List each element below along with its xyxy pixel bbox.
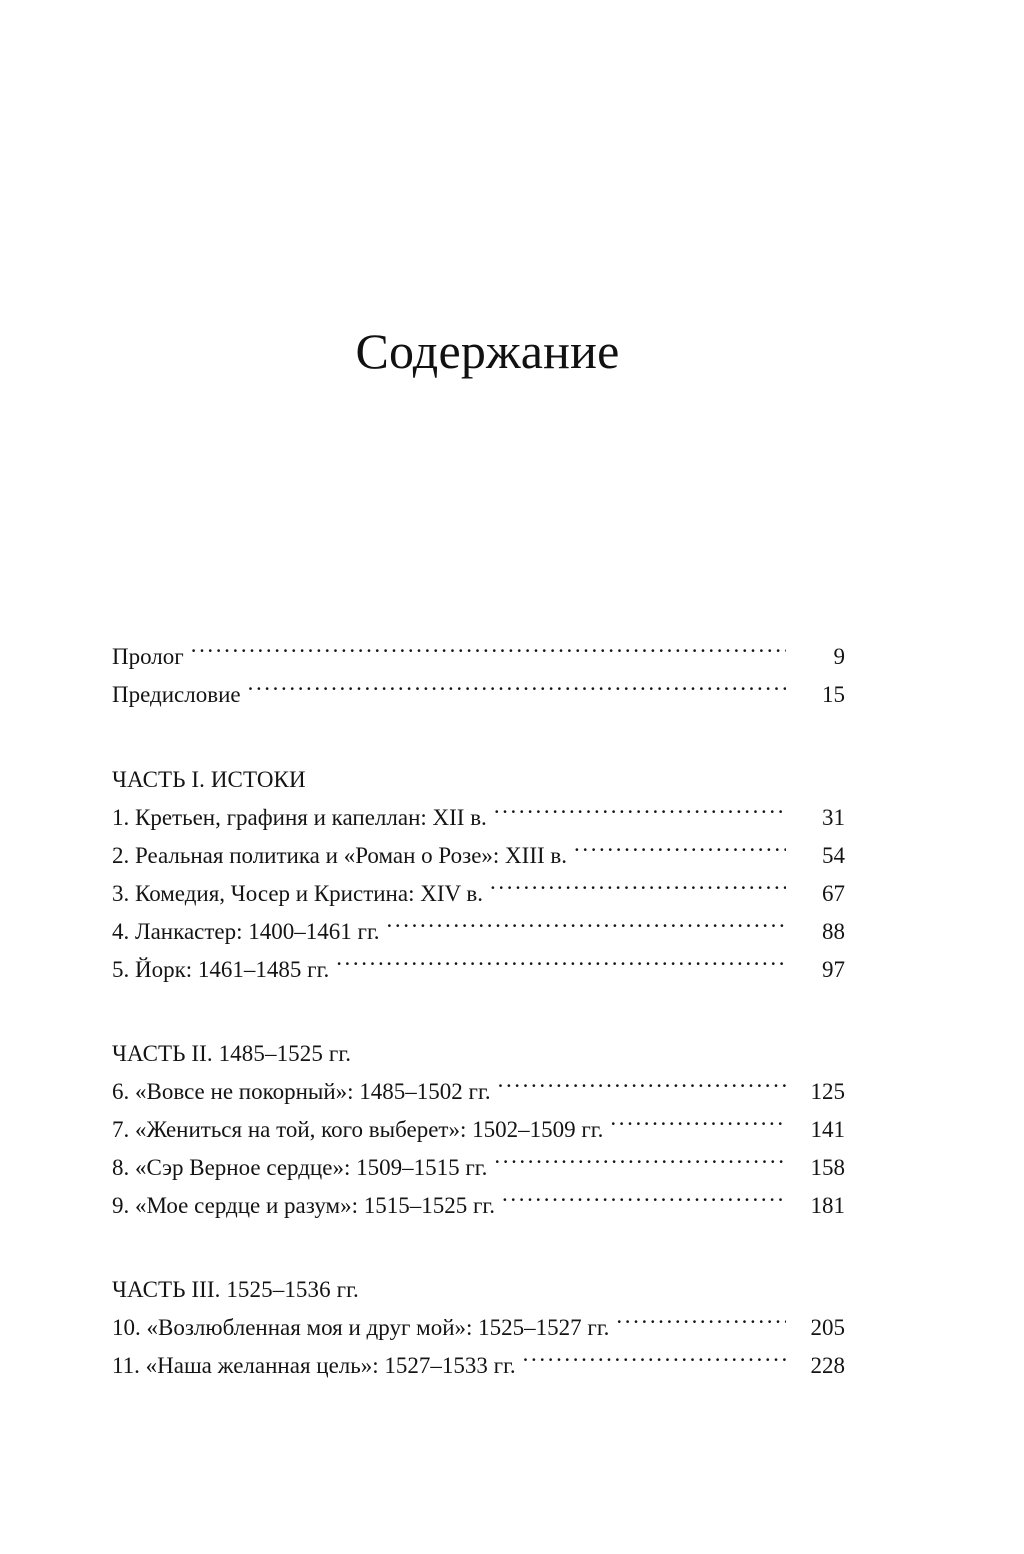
toc-entry-label: 9. «Мое сердце и разум»: 1515–1525 гг. <box>112 1193 496 1218</box>
toc-entry-page: 158 <box>810 1155 845 1180</box>
dot-leader <box>336 954 786 977</box>
part-heading: ЧАСТЬ III. 1525–1536 гг. <box>112 1277 359 1302</box>
toc-entry-label: 2. Реальная политика и «Роман о Розе»: XIII в. <box>112 843 567 868</box>
toc-entry-label: Предисловие <box>112 682 241 707</box>
toc-entry-label: Пролог <box>112 644 184 669</box>
toc-entry-label: 4. Ланкастер: 1400–1461 гг. <box>112 919 380 944</box>
toc-entry-chapter-6[interactable] <box>112 1073 845 1111</box>
toc-entry-label: 11. «Наша желанная цель»: 1527–1533 гг. <box>112 1353 516 1378</box>
toc-entry-chapter-2[interactable] <box>112 837 845 875</box>
toc-entry-chapter-11[interactable] <box>112 1347 845 1385</box>
toc-entry-chapter-4[interactable] <box>112 913 845 951</box>
toc-entry-label: 1. Кретьен, графиня и капеллан: XII в. <box>112 805 487 830</box>
part-group-3 <box>112 1271 845 1385</box>
toc-entry-chapter-9[interactable] <box>112 1187 845 1225</box>
toc-entry-page: 31 <box>822 805 845 830</box>
toc-entry-preface[interactable] <box>112 676 845 714</box>
page-title: Содержание <box>355 323 620 379</box>
toc-entry-page: 9 <box>833 644 845 669</box>
toc-entry-page: 67 <box>822 881 845 906</box>
toc-entry-page: 141 <box>810 1117 845 1142</box>
dot-leader <box>523 1350 786 1373</box>
toc-entry-chapter-1[interactable] <box>112 799 845 837</box>
toc-entry-chapter-8[interactable] <box>112 1149 845 1187</box>
toc-entry-chapter-3[interactable] <box>112 875 845 913</box>
toc-entry-page: 125 <box>810 1079 845 1104</box>
dot-leader <box>494 1152 786 1175</box>
toc-entry-page: 228 <box>810 1353 845 1378</box>
dot-leader <box>490 878 786 901</box>
toc-entry-page: 97 <box>822 957 845 982</box>
part-group-2 <box>112 1035 845 1225</box>
front-matter-group <box>112 638 845 714</box>
dot-leader <box>610 1114 786 1137</box>
toc-entry-prolog[interactable] <box>112 638 845 676</box>
dot-leader <box>616 1312 786 1335</box>
dot-leader <box>574 840 786 863</box>
toc-entry-label: 8. «Сэр Верное сердце»: 1509–1515 гг. <box>112 1155 488 1180</box>
toc-entry-label: 5. Йорк: 1461–1485 гг. <box>112 957 330 982</box>
dot-leader <box>494 802 786 825</box>
toc-entry-chapter-10[interactable] <box>112 1309 845 1347</box>
table-of-contents <box>112 638 845 1385</box>
toc-entry-page: 15 <box>822 682 845 707</box>
dot-leader <box>502 1190 786 1213</box>
toc-entry-chapter-5[interactable] <box>112 951 845 989</box>
toc-entry-page: 205 <box>810 1315 845 1340</box>
part-heading: ЧАСТЬ II. 1485–1525 гг. <box>112 1041 352 1066</box>
part-heading: ЧАСТЬ I. ИСТОКИ <box>112 767 306 792</box>
toc-entry-page: 88 <box>822 919 845 944</box>
dot-leader <box>248 679 786 702</box>
dot-leader <box>498 1076 786 1099</box>
part-group-1 <box>112 761 845 989</box>
toc-entry-label: 6. «Вовсе не покорный»: 1485–1502 гг. <box>112 1079 491 1104</box>
toc-entry-page: 181 <box>810 1193 845 1218</box>
toc-entry-chapter-7[interactable] <box>112 1111 845 1149</box>
toc-entry-label: 7. «Жениться на той, кого выберет»: 1502–1509 гг. <box>112 1117 604 1142</box>
toc-entry-label: 10. «Возлюбленная моя и друг мой»: 1525–1527 гг. <box>112 1315 610 1340</box>
toc-entry-page: 54 <box>822 843 845 868</box>
dot-leader <box>191 641 786 664</box>
toc-entry-label: 3. Комедия, Чосер и Кристина: XIV в. <box>112 881 484 906</box>
dot-leader <box>387 916 786 939</box>
